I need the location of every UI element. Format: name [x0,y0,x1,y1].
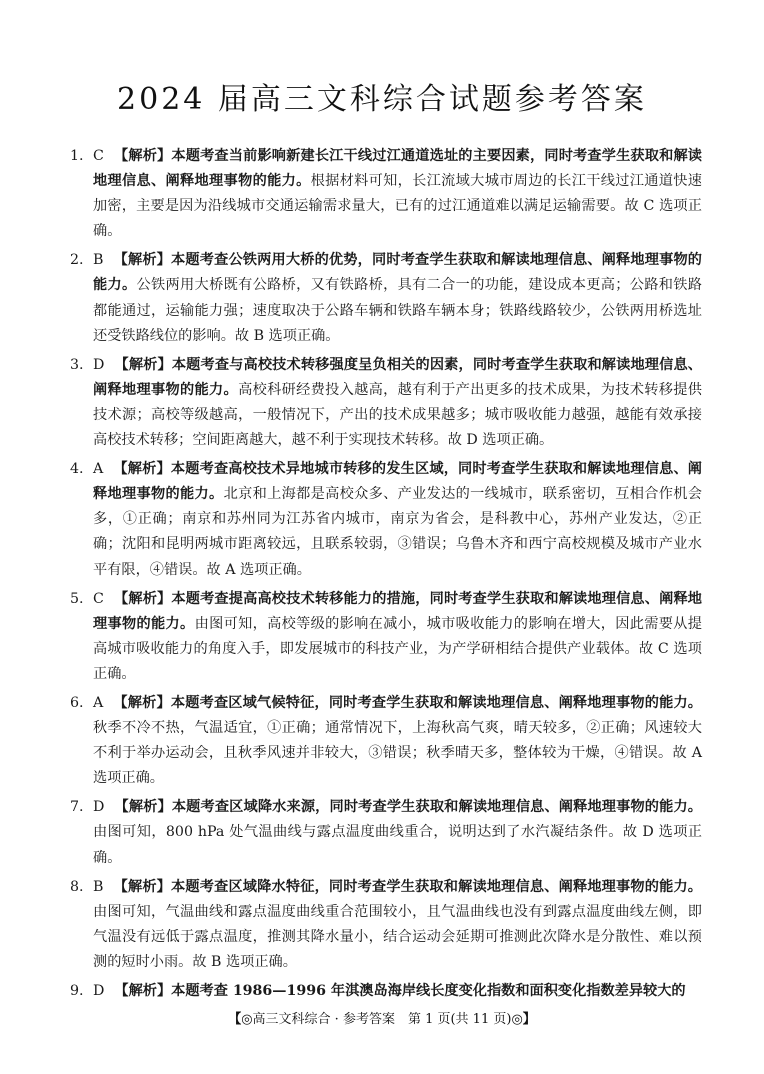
page-footer [0,1008,764,1027]
analysis-focus: 【解析】本题考查区域气候特征，同时考查学生获取和解读地理信息、阐释地理事物的能力。 [113,694,702,711]
analysis-focus: 【解析】本题考查高校技术异地城市转移的发生区域，同时考查学生获取和解读地理信息、阐释地理事物的能力。 [93,461,702,503]
analysis-body: 高校科研经费投入越高，越有利于产出更多的技术成果，为技术转移提供技术源；高校等级越高，一般情况下，产出的技术成果越多；城市吸收能力越强，越能有效承接高校技术转移；空间距离越大，越不利于实现技术转移。故 D 选项正确。 [93,381,702,449]
question-number: 3. [70,356,84,373]
question-number: 9. [70,983,84,999]
answer-item [70,144,702,244]
answer-letter: B [93,252,104,269]
answer-letter: B [93,878,104,895]
answer-item [70,587,702,687]
analysis-body: 由图可知，800 hPa 处气温曲线与露点温度曲线重合，说明达到了水汽凝结条件。故 D 选项正确。 [93,824,702,866]
answer-letter: A [93,694,104,711]
answer-list [70,144,702,1008]
footer-text: 高三文科综合 · 参考答案 第 1 页(共 11 页) [252,1012,512,1027]
analysis-body: 北京和上海都是高校众多、产业发达的一线城市，联系密切，互相合作机会多，①正确；南京和苏州同为江苏省内城市，南京为省会，是科教中心，苏州产业发达，②正确；沈阳和昆明两城市距离较远，且联系较弱，③错误；乌鲁木齐和西宁高校规模及城市产业水平有限，④错误。故 A 选项正确。 [93,486,702,578]
answer-letter: D [93,983,105,999]
answer-letter: D [93,356,105,373]
answer-letter: C [93,148,104,164]
answer-letter: A [93,461,104,478]
answer-item [70,979,702,1004]
answer-item [70,795,702,870]
question-number: 4. [70,461,84,478]
analysis-focus: 【解析】本题考查区域降水来源，同时考查学生获取和解读地理信息、阐释地理事物的能力。 [114,799,702,816]
question-number: 1. [70,148,84,164]
question-number: 5. [70,590,84,607]
question-number: 6. [70,694,84,711]
analysis-body: 由图可知，气温曲线和露点温度曲线重合范围较小，且气温曲线也没有到露点温度曲线左侧，即气温没有远低于露点温度，推测其降水量小，结合运动会延期可推测此次降水是分散性、难以预测的短时小雨。故 B 选项正确。 [93,903,702,970]
page-title: 2024 届高三文科综合试题参考答案 [117,82,647,117]
analysis-body: 秋季不冷不热，气温适宜，①正确；通常情况下，上海秋高气爽，晴天较多，②正确；风速较大不利于举办运动会，且秋季风速并非较大，③错误；秋季晴天多，整体较为干燥，④错误。故 A 选项正确。 [93,720,702,787]
question-number: 8. [70,878,84,895]
analysis-focus: 【解析】本题考查当前影响新建长江干线过江通道选址的主要因素，同时考查学生获取和解读地理信息、阐释地理事物的能力。 [93,148,702,190]
question-number: 7. [70,799,84,816]
answer-item [70,875,702,975]
analysis-body: 根据材料可知，长江流域大城市周边的长江干线过江通道快速加密，主要是因为沿线城市交通运输需求量大，已有的过江通道难以满足运输需要。故 C 选项正确。 [93,173,702,240]
analysis-focus: 【解析】本题考查提高高校技术转移能力的措施，同时考查学生获取和解读地理信息、阐释地理事物的能力。 [93,590,702,632]
analysis-focus: 【解析】本题考查区域降水特征，同时考查学生获取和解读地理信息、阐释地理事物的能力。 [113,878,702,895]
answer-item [70,457,702,582]
analysis-focus: 【解析】本题考查公铁两用大桥的优势，同时考查学生获取和解读地理信息、阐释地理事物的能力。 [93,252,702,294]
answer-item [70,691,702,791]
answer-item [70,248,702,348]
analysis-body: 公铁两用大桥既有公路桥，又有铁路桥，具有二合一的功能，建设成本更高；公路和铁路都能通过，运输能力强；速度取决于公路车辆和铁路车辆本身；铁路线路较少，公铁两用桥选址还受铁路线位的影响。故 B 选项正确。 [93,277,702,344]
question-number: 2. [70,252,84,269]
answer-letter: C [93,590,104,607]
answer-item [70,353,702,453]
footer-left-mark: 【◎ [228,1012,253,1027]
analysis-focus: 【解析】本题考查与高校技术转移强度呈负相关的因素，同时考查学生获取和解读地理信息、阐释地理事物的能力。 [93,356,702,398]
answer-letter: D [93,799,105,816]
analysis-body: 由图可知，高校等级的影响在减小，城市吸收能力的影响在增大，因此需要从提高城市吸收能力的角度入手，即发展城市的科技产业，为产学研相结合提供产业载体。故 C 选项正确。 [93,615,702,682]
footer-right-mark: ◎】 [511,1012,536,1027]
analysis-focus: 【解析】本题考查 1986—1996 年淇澳岛海岸线长度变化指数和面积变化指数差异较大的 [114,983,686,999]
